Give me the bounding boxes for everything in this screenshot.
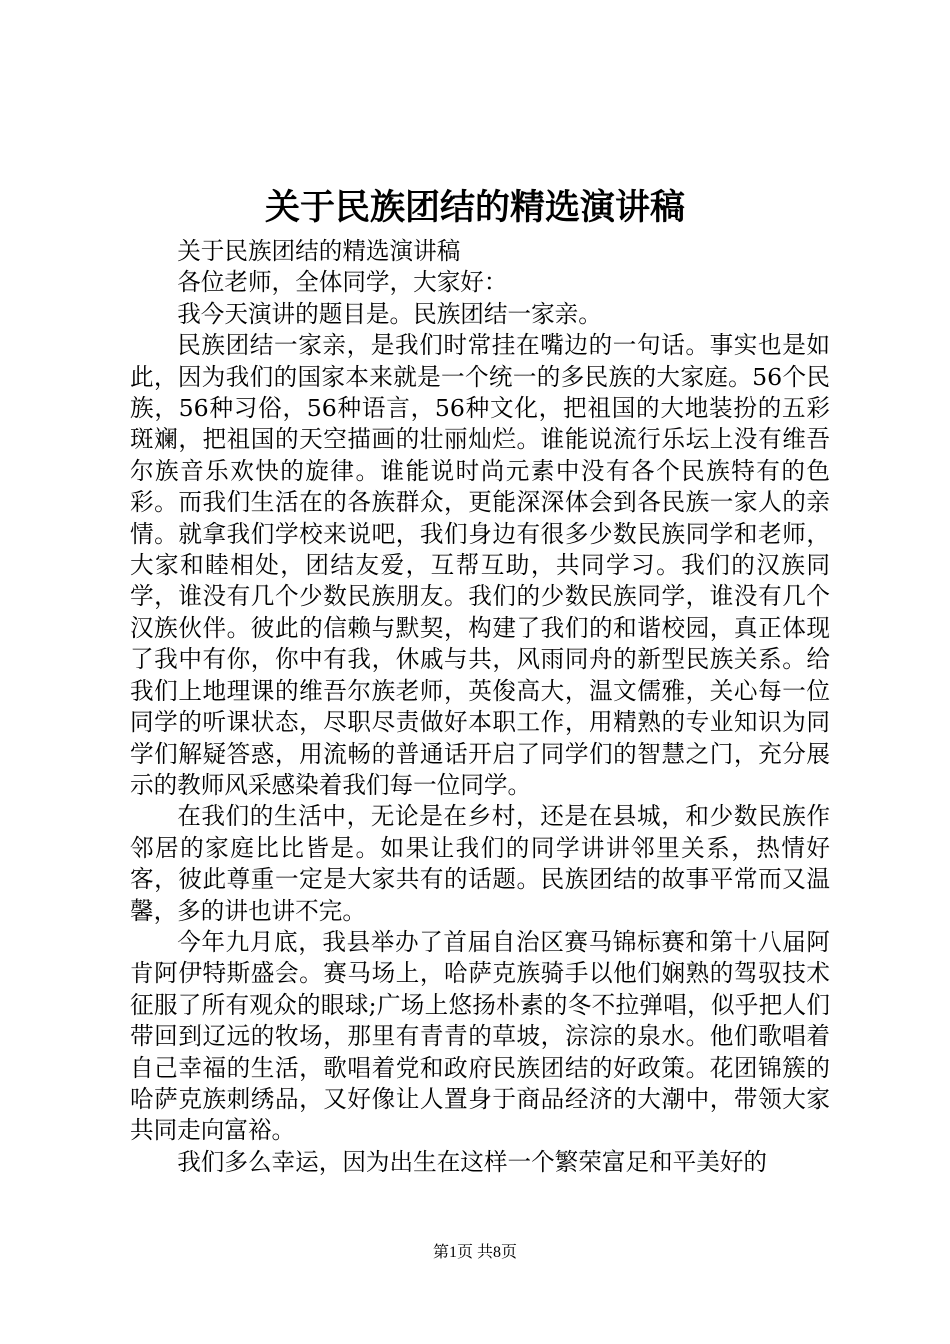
paragraph-greeting: 各位老师，全体同学，大家好： [177,268,508,297]
paragraph-event: 今年九月底，我县举办了首届自治区赛马锦标赛和第十八届阿肯阿伊特斯盛会。赛马场上，哈萨克族骑手以他们娴熟的驾驭技术征服了所有观众的眼球;广场上悠扬朴素的冬不拉弹唱，似乎把人们带回到辽远的牧场，那里有青青的草坡，淙淙的泉水。他们歌唱着自己幸福的生活，歌唱着党和政府民族团结的好政策。花团锦簇的哈萨克族刺绣品，又好像让人置身于商品经济的大潮中，带领大家共同走向富裕。 [130,927,830,1145]
paragraph-heading: 关于民族团结的精选演讲稿 [177,237,461,265]
paragraph-closing: 我们多么幸运，因为出生在这样一个繁荣富足和平美好的 [177,1147,768,1176]
paragraph-main: 民族团结一家亲，是我们时常挂在嘴边的一句话。事实也是如此，因为我们的国家本来就是一个统一的多民族的大家庭。56个民族，56种习俗，56种语言，56种文化，把祖国的大地装扮的五彩斑斓，把祖国的天空描画的壮丽灿烂。谁能说流行乐坛上没有维吾尔族音乐欢快的旋律。谁能说时尚元素中没有各个民族特有的色彩。而我们生活在的各族群众，更能深深体会到各民族一家人的亲情。就拿我们学校来说吧，我们身边有很多少数民族同学和老师，大家和睦相处，团结友爱，互帮互助，共同学习。我们的汉族同学，谁没有几个少数民族朋友。我们的少数民族同学，谁没有几个汉族伙伴。彼此的信赖与默契，构建了我们的和谐校园，真正体现了我中有你，你中有我，休戚与共，风雨同舟的新型民族关系。给我们上地理课的维吾尔族老师，英俊高大，温文儒雅，关心每一位同学的听课状态，尽职尽责做好本职工作，用精熟的专业知识为同学们解疑答惑，用流畅的普通话开启了同学们的智慧之门，充分展示的教师风采感染着我们每一位同学。 [130,331,830,799]
document-title: 关于民族团结的精选演讲稿 [264,187,685,228]
paragraph-topic: 我今天演讲的题目是。民族团结一家亲。 [177,299,602,328]
document-body [130,236,830,1178]
paragraph-daily-life: 在我们的生活中，无论是在乡村，还是在县城，和少数民族作邻居的家庭比比皆是。如果让我们的同学讲讲邻里关系，热情好客，彼此尊重一定是大家共有的话题。民族团结的故事平常而又温馨，多的讲也讲不完。 [130,802,830,925]
page-number-footer: 第1页 共8页 [432,1244,517,1261]
